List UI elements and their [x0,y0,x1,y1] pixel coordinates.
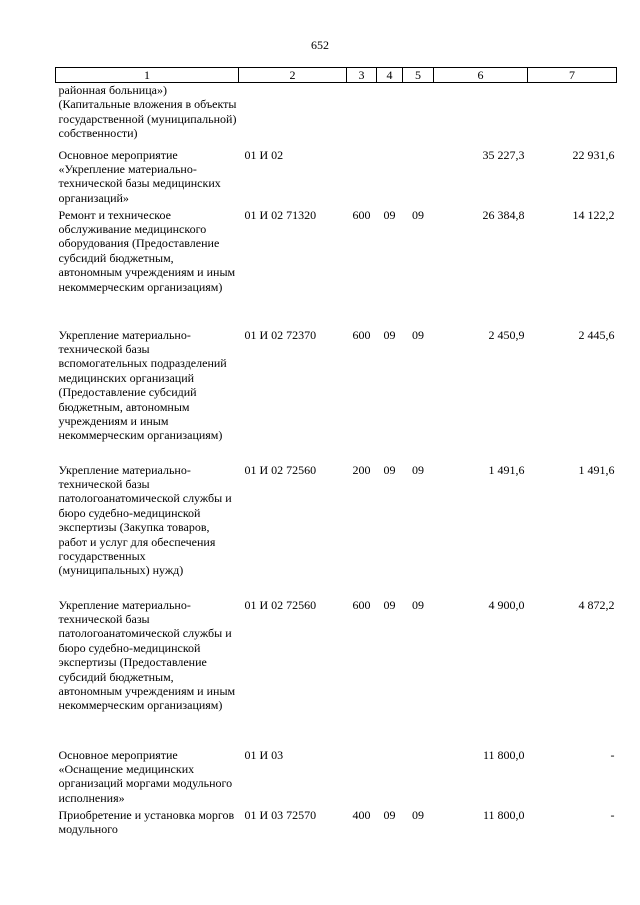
row-code: 01 И 02 71320 [244,207,317,222]
row-expense-type: 600 [352,327,371,342]
row-name: районная больница») (Капитальные вложения в объекты государственной (муниципальной) собственности) [58,83,237,141]
row-amount-1: 1 491,6 [488,462,525,477]
row-section [377,148,403,208]
row-code: 01 И 03 72570 [244,807,317,822]
row-subsection [403,83,434,148]
column-number-header-row [56,68,617,83]
row-amount-1: 4 900,0 [488,597,525,612]
table-row [56,598,617,748]
row-expense-type: 400 [352,807,371,822]
row-code: 01 И 02 72560 [244,462,317,477]
budget-table [55,67,617,838]
row-subsection [403,148,434,208]
row-code: 01 И 02 72560 [244,597,317,612]
row-code [239,83,347,148]
column-header-7: 7 [528,68,617,83]
row-section: 09 [383,462,396,477]
row-amount-2: 1 491,6 [578,462,615,477]
page-number: 652 [311,38,329,52]
table-row [56,148,617,208]
row-amount-2: 4 872,2 [578,597,615,612]
row-amount-2 [528,83,617,148]
row-name: Укрепление материально-технической базы вспомогательных подразделений медицинских организаций (Предоставление субсидий бюджетным, автономным учреждениям и иным некоммерческим организациям) [58,327,227,443]
table-row [56,748,617,808]
row-section: 09 [383,597,396,612]
row-subsection: 09 [412,807,424,822]
column-header-5: 5 [403,68,434,83]
row-name: Основное мероприятие «Укрепление материально-технической базы медицинских организаций» [58,147,221,205]
row-section [377,748,403,808]
row-expense-type [347,748,377,808]
row-expense-type [347,83,377,148]
row-section: 09 [383,207,396,222]
row-expense-type: 200 [352,462,371,477]
column-header-3: 3 [347,68,377,83]
row-amount-2: 14 122,2 [572,207,615,222]
row-name: Приобретение и установка моргов модульного [58,807,235,836]
row-section: 09 [383,807,396,822]
row-subsection: 09 [412,207,424,222]
table-row [56,808,617,838]
column-header-4: 4 [377,68,403,83]
row-subsection: 09 [412,462,424,477]
row-section [377,83,403,148]
row-amount-2: 22 931,6 [572,147,615,162]
row-amount-1: 26 384,8 [482,207,525,222]
column-header-1: 1 [56,68,239,83]
row-amount-1: 35 227,3 [482,147,525,162]
table-row [56,328,617,463]
row-code: 01 И 03 [244,747,284,762]
row-name: Ремонт и техническое обслуживание медицинского оборудования (Предоставление субсидий бюджетным, автономным учреждениям и иным некоммерческим организациям) [58,207,236,294]
row-amount-1: 11 800,0 [482,747,525,762]
row-expense-type [347,148,377,208]
row-amount-2: 2 445,6 [578,327,615,342]
row-name: Укрепление материально-технической базы патологоанатомической службы и бюро судебно-медицинской экспертизы (Закупка товаров, работ и услуг для обеспечения государственных (муниципальных) нужд) [58,462,232,578]
table-row [56,208,617,328]
row-name: Укрепление материально-технической базы патологоанатомической службы и бюро судебно-медицинской экспертизы (Предоставление субсидий бюджетным, автономным учреждениям и иным некоммерческим организациям) [58,597,236,713]
row-code: 01 И 02 [244,147,284,162]
row-amount-2: - [610,807,615,822]
column-header-6: 6 [434,68,528,83]
row-name: Основное мероприятие «Оснащение медицинских организаций моргами модульного исполнения» [58,747,233,805]
table-row [56,463,617,598]
row-subsection: 09 [412,327,424,342]
row-expense-type: 600 [352,597,371,612]
row-amount-1 [434,83,528,148]
row-subsection: 09 [412,597,424,612]
table-row [56,83,617,148]
row-subsection [403,748,434,808]
row-amount-2: - [610,747,615,762]
row-section: 09 [383,327,396,342]
column-header-2: 2 [239,68,347,83]
row-expense-type: 600 [352,207,371,222]
row-amount-1: 2 450,9 [488,327,525,342]
row-code: 01 И 02 72370 [244,327,317,342]
row-amount-1: 11 800,0 [482,807,525,822]
